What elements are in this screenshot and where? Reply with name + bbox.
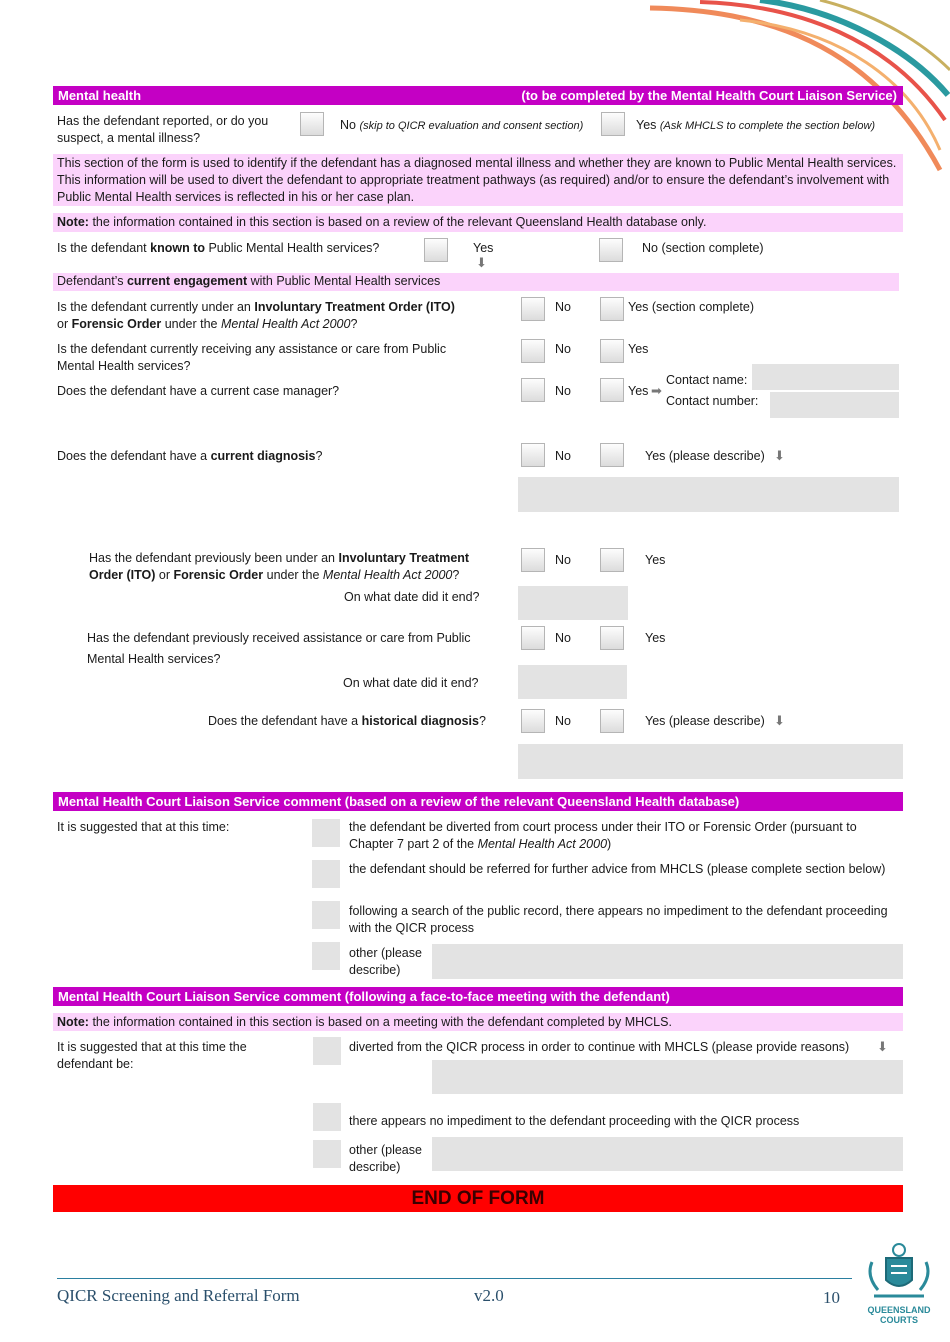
question-current-diagnosis: Does the defendant have a current diagnosis?	[57, 449, 323, 463]
divert-qicr-checkbox[interactable]	[313, 1037, 341, 1065]
logo-text-line1: QUEENSLAND	[867, 1305, 931, 1315]
question-ito-line2: or Forensic Order under the Mental Health Act 2000?	[57, 317, 358, 331]
engagement-heading: Defendant’s current engagement with Public Mental Health services	[57, 274, 441, 288]
prev-assist-yes-checkbox[interactable]	[600, 626, 624, 650]
no-impediment-option-label: following a search of the public record, there appears no impediment to the defendant proceeding with the QICR process	[349, 904, 888, 935]
known-yes-checkbox[interactable]	[424, 238, 448, 262]
ito-no-checkbox[interactable]	[521, 297, 545, 321]
other-option-checkbox[interactable]	[312, 942, 340, 970]
diag-no-checkbox[interactable]	[521, 443, 545, 467]
case-yes-checkbox[interactable]	[600, 378, 624, 402]
divert-option-label: the defendant be diverted from court process under their ITO or Forensic Order (pursuant to Chapter 7 part 2 of the Mental Health Act 2000)	[349, 820, 857, 851]
arrow-down-icon: ⬇	[774, 448, 785, 463]
mhcls-database-header	[53, 792, 903, 811]
assist-yes-label: Yes	[628, 342, 649, 356]
question-prev-ito-line1: Has the defendant previously been under an Involuntary Treatment	[89, 551, 470, 565]
refer-option-label: the defendant should be referred for further advice from MHCLS (please complete section below)	[349, 862, 886, 876]
prev-ito-end-date-label: On what date did it end?	[344, 590, 480, 604]
ito-yes-label: Yes (section complete)	[628, 300, 754, 314]
case-no-checkbox[interactable]	[521, 378, 545, 402]
suggestion-lead: It is suggested that at this time:	[57, 820, 230, 834]
prev-assist-no-label: No	[555, 631, 571, 645]
case-no-label: No	[555, 384, 571, 398]
question-historical-diagnosis: Does the defendant have a historical diagnosis?	[208, 714, 486, 728]
assist-no-label: No	[555, 342, 571, 356]
case-yes-label: Yes	[628, 384, 649, 398]
other-option-label: other (please describe)	[349, 946, 422, 977]
logo-text-line2: COURTS	[880, 1315, 918, 1325]
arrow-right-icon: ➡	[651, 383, 662, 398]
prev-assist-yes-label: Yes	[645, 631, 666, 645]
prev-assist-end-date-field[interactable]	[518, 665, 627, 699]
note-text-2: Note: the information contained in this section is based on a meeting with the defendant completed by MHCLS.	[57, 1015, 672, 1029]
queensland-courts-logo	[858, 1240, 940, 1330]
prev-assist-end-date-label: On what date did it end?	[343, 676, 479, 690]
diag-no-label: No	[555, 449, 571, 463]
mhcls-meeting-header	[53, 987, 903, 1006]
prev-ito-end-date-field[interactable]	[518, 586, 628, 620]
question-prev-ito-line2: Order (ITO) or Forensic Order under the Mental Health Act 2000?	[89, 568, 460, 582]
reasons-field[interactable]	[432, 1060, 903, 1094]
reported-no-label: No (skip to QICR evaluation and consent section)	[340, 118, 584, 132]
end-of-form-text: END OF FORM	[411, 1188, 545, 1209]
hist-yes-checkbox[interactable]	[600, 709, 624, 733]
prev-ito-no-checkbox[interactable]	[521, 548, 545, 572]
other-meeting-field[interactable]	[432, 1137, 903, 1171]
other-meeting-label: other (please describe)	[349, 1143, 422, 1174]
question-case-manager: Does the defendant have a current case manager?	[57, 384, 340, 398]
arrow-down-icon: ⬇	[774, 713, 785, 728]
assist-yes-checkbox[interactable]	[600, 339, 624, 363]
diag-yes-checkbox[interactable]	[600, 443, 624, 467]
section-title: Mental Health Court Liaison Service comment (following a face-to-face meeting with the defendant)	[58, 989, 670, 1004]
meeting-lead: It is suggested that at this time the defendant be:	[57, 1040, 247, 1071]
contact-number-label: Contact number:	[666, 394, 759, 408]
known-yes-label: Yes	[473, 241, 494, 255]
contact-name-label: Contact name:	[666, 373, 748, 387]
historical-diagnosis-field[interactable]	[518, 744, 903, 779]
hist-no-checkbox[interactable]	[521, 709, 545, 733]
section-title: Mental Health Court Liaison Service comment (based on a review of the relevant Queensland Health database)	[58, 794, 740, 809]
reported-yes-checkbox[interactable]	[601, 112, 625, 136]
diag-yes-label: Yes (please describe)	[645, 449, 765, 463]
section-title: Mental health	[58, 88, 142, 103]
mental-health-header	[53, 86, 903, 105]
prev-ito-yes-label: Yes	[645, 553, 666, 567]
known-no-label: No (section complete)	[642, 241, 764, 255]
intro-text: This section of the form is used to identify if the defendant has a diagnosed mental illness and whether they are known to Public Mental Health services. This information will be used to divert the defendant to appropriate treatment pathways (as required) and/or to ensure the defendant’s involvement with Public Mental Health services is reflected in his or her case plan.	[57, 156, 897, 204]
arrow-down-icon: ⬇	[877, 1039, 888, 1054]
other-meeting-checkbox[interactable]	[313, 1140, 341, 1168]
question-prev-assist-line2: Mental Health services?	[87, 652, 221, 666]
ito-yes-checkbox[interactable]	[600, 297, 624, 321]
question-assistance: Is the defendant currently receiving any assistance or care from Public Mental Health services?	[57, 342, 447, 373]
assist-no-checkbox[interactable]	[521, 339, 545, 363]
question-known: Is the defendant known to Public Mental Health services?	[57, 241, 380, 255]
coat-of-arms-icon	[858, 1240, 940, 1302]
contact-number-field[interactable]	[770, 392, 899, 418]
footer-page-number: 10	[823, 1288, 840, 1307]
proceed-qicr-checkbox[interactable]	[313, 1103, 341, 1131]
question-prev-assist-line1: Has the defendant previously received assistance or care from Public	[87, 631, 471, 645]
end-of-form-banner	[53, 1185, 903, 1212]
no-impediment-option-checkbox[interactable]	[312, 901, 340, 929]
reported-no-checkbox[interactable]	[300, 112, 324, 136]
note-text: Note: the information contained in this section is based on a review of the relevant Queensland Health database only.	[57, 215, 707, 229]
divert-qicr-label: diverted from the QICR process in order to continue with MHCLS (please provide reasons)	[349, 1040, 850, 1054]
hist-yes-label: Yes (please describe)	[645, 714, 765, 728]
proceed-qicr-label: there appears no impediment to the defendant proceeding with the QICR process	[349, 1114, 800, 1128]
prev-ito-no-label: No	[555, 553, 571, 567]
divert-option-checkbox[interactable]	[312, 819, 340, 847]
contact-name-field[interactable]	[752, 364, 899, 390]
other-describe-field[interactable]	[432, 944, 903, 979]
prev-ito-yes-checkbox[interactable]	[600, 548, 624, 572]
footer-divider	[57, 1278, 852, 1279]
refer-option-checkbox[interactable]	[312, 860, 340, 888]
footer-form-name: QICR Screening and Referral Form	[57, 1286, 300, 1305]
footer-version: v2.0	[474, 1286, 504, 1305]
arrow-down-icon: ⬇	[476, 255, 487, 270]
hist-no-label: No	[555, 714, 571, 728]
ito-no-label: No	[555, 300, 571, 314]
question-reported: Has the defendant reported, or do you suspect, a mental illness?	[57, 114, 269, 145]
current-diagnosis-field[interactable]	[518, 477, 899, 512]
reported-yes-label: Yes (Ask MHCLS to complete the section below)	[636, 118, 876, 132]
question-ito-line1: Is the defendant currently under an Involuntary Treatment Order (ITO)	[57, 300, 455, 314]
prev-assist-no-checkbox[interactable]	[521, 626, 545, 650]
known-no-checkbox[interactable]	[599, 238, 623, 262]
section-subtitle: (to be completed by the Mental Health Court Liaison Service)	[521, 88, 897, 103]
